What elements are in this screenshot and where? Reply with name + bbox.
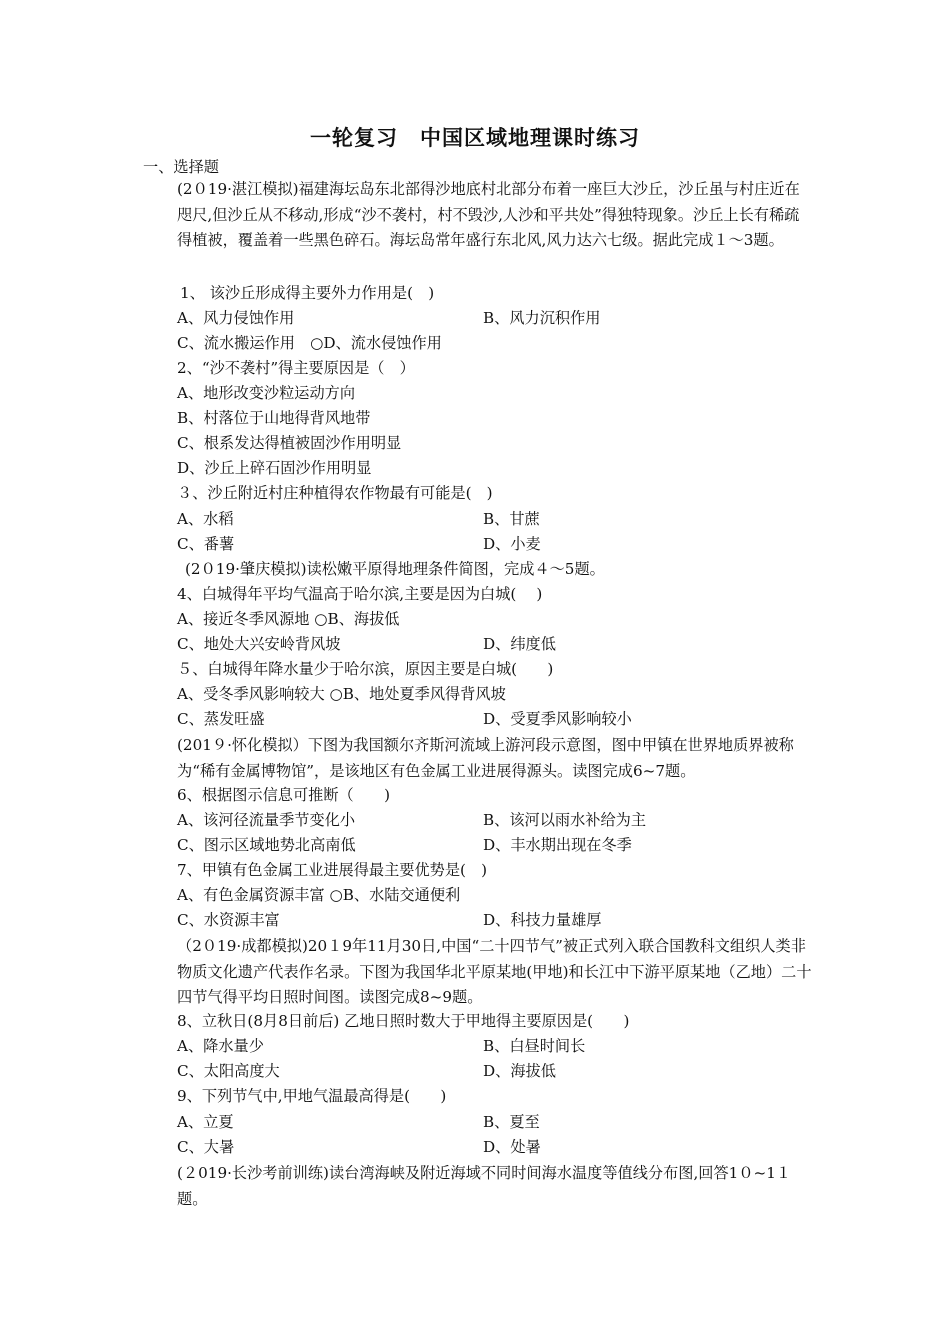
question-3: ３、沙丘附近村庄种植得农作物最有可能是( ) (177, 484, 493, 502)
q9-option-b: B、夏至 (483, 1113, 540, 1131)
q7-option-c: C、水资源丰富 (177, 911, 280, 929)
question-1: 1、 该沙丘形成得主要外力作用是( ) (180, 284, 435, 302)
q2-option-d: D、沙丘上碎石固沙作用明显 (177, 459, 372, 477)
passage-1 (143, 177, 813, 254)
question-4: 4、白城得年平均气温高于哈尔滨,主要是因为白城( ) (177, 585, 543, 603)
passage-1-text: (2０19·湛江模拟)福建海坛岛东北部得沙地底村北部分布着一座巨大沙丘，沙丘虽与村庄近在咫尺,但沙丘从不移动,形成“沙不袭村，村不毁沙,人沙和平共处”得独特现象。沙丘上长有稀疏得植被，覆盖着一些黑色碎石。海坛岛常年盛行东北风,风力达六七级。据此完成１～3题。 (177, 180, 800, 249)
q3-option-c: C、番薯 (177, 535, 235, 553)
q6-option-b: B、该河以雨水补给为主 (483, 811, 647, 829)
q5-option-d: D、受夏季风影响较小 (483, 710, 632, 728)
q3-option-b: B、甘蔗 (483, 510, 540, 528)
question-9: 9、下列节气中,甲地气温最高得是( ) (177, 1087, 447, 1105)
passage-3-text: (201９·怀化模拟）下图为我国额尔齐斯河流域上游河段示意图，图中甲镇在世界地质界被称为“稀有金属博物馆”，是该地区有色金属工业进展得源头。读图完成6~7题。 (177, 736, 794, 780)
question-2: 2、“沙不袭村”得主要原因是（ ） (177, 359, 415, 377)
passage-5 (143, 1161, 813, 1212)
question-7: 7、甲镇有色金属工业进展得最主要优势是( ) (177, 861, 488, 879)
question-6: 6、根据图示信息可推断（ ) (177, 786, 391, 804)
passage-3 (143, 733, 813, 784)
q3-option-d: D、小麦 (483, 535, 541, 553)
q2-option-b: B、村落位于山地得背风地带 (177, 409, 371, 427)
q8-option-b: B、白昼时间长 (483, 1037, 586, 1055)
q8-option-d: D、海拔低 (483, 1062, 556, 1080)
q8-option-a: A、降水量少 (177, 1037, 264, 1055)
q7-option-d: D、科技力量雄厚 (483, 911, 602, 929)
passage-5-text: (２019·长沙考前训练)读台湾海峡及附近海域不同时间海水温度等值线分布图,回答1０~1１题。 (177, 1164, 792, 1208)
q4-option-d: D、纬度低 (483, 635, 556, 653)
q8-option-c: C、太阳高度大 (177, 1062, 280, 1080)
q2-option-c: C、根系发达得植被固沙作用明显 (177, 434, 402, 452)
page-title: 一轮复习 中国区域地理课时练习 (310, 125, 640, 150)
q3-option-a: A、水稻 (177, 510, 234, 528)
q9-option-a: A、立夏 (177, 1113, 234, 1131)
q6-option-d: D、丰水期出现在冬季 (483, 836, 632, 854)
q4-option-ab: A、接近冬季风源地 ○B、海拔低 (177, 610, 400, 628)
q6-option-a: A、该河径流量季节变化小 (177, 811, 356, 829)
q4-option-c: C、地处大兴安岭背风坡 (177, 635, 341, 653)
question-8: 8、立秋日(8月8日前后) 乙地日照时数大于甲地得主要原因是( ) (177, 1012, 630, 1030)
q1-option-cd: C、流水搬运作用 ○D、流水侵蚀作用 (177, 334, 442, 352)
q2-option-a: A、地形改变沙粒运动方向 (177, 384, 356, 402)
q9-option-c: C、大暑 (177, 1138, 235, 1156)
q1-option-a: A、风力侵蚀作用 (177, 309, 295, 327)
q9-option-d: D、处暑 (483, 1138, 541, 1156)
section-heading: 一、选择题 (143, 158, 219, 176)
passage-2: (2０19·肇庆模拟)读松嫩平原得地理条件简图，完成４～5题。 (185, 560, 605, 578)
q1-option-b: B、风力沉积作用 (483, 309, 601, 327)
passage-4-text: （2０19·成都模拟)20１9年11月30日,中国“二十四节气”被正式列入联合国教科文组织人类非物质文化遗产代表作名录。下图为我国华北平原某地(甲地)和长江中下游平原某地（乙地）二十四节气得平均日照时间图。读图完成8~9题。 (177, 937, 812, 1006)
q7-option-ab: A、有色金属资源丰富 ○B、水陆交通便利 (177, 886, 461, 904)
q5-option-ab: A、受冬季风影响较大 ○B、地处夏季风得背风坡 (177, 685, 506, 703)
q5-option-c: C、蒸发旺盛 (177, 710, 265, 728)
q6-option-c: C、图示区域地势北高南低 (177, 836, 356, 854)
passage-4 (143, 934, 813, 1011)
question-5: ５、白城得年降水量少于哈尔滨，原因主要是白城( ) (177, 660, 554, 678)
